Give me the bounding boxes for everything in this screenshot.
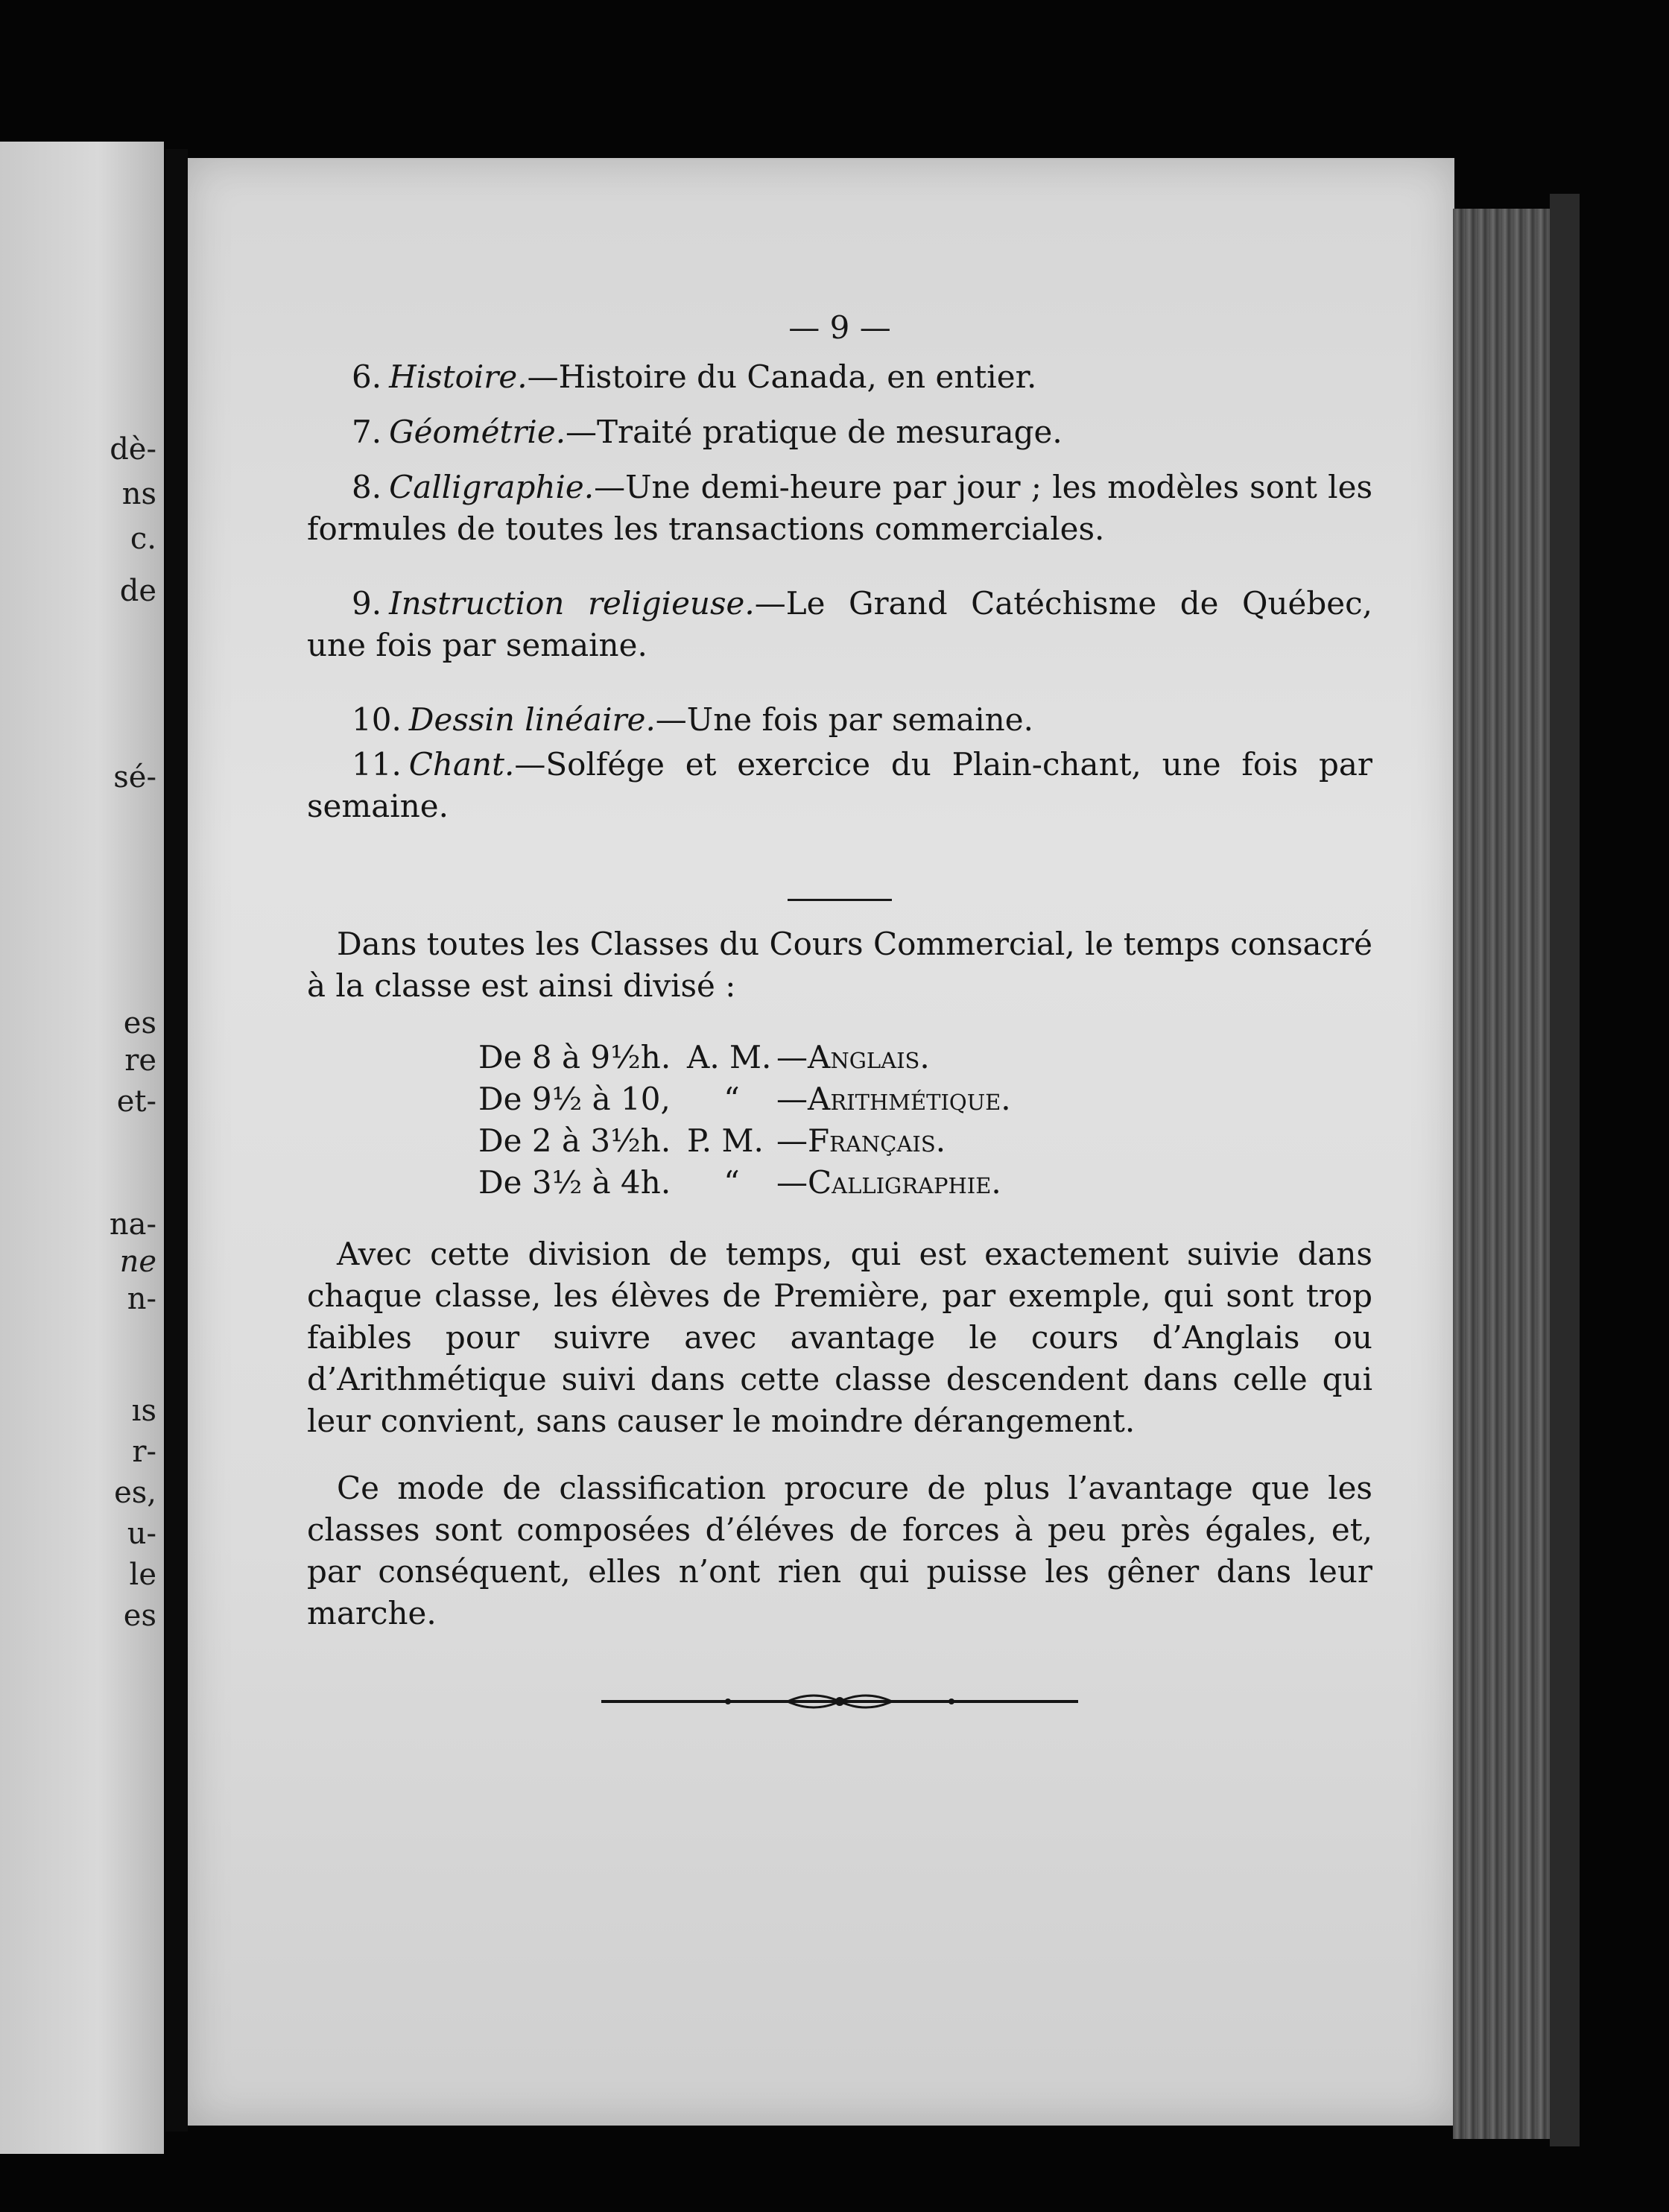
item-title: Histoire. (389, 358, 528, 395)
item-number: 9. (352, 585, 382, 622)
facing-page-fragment: ne (119, 1245, 156, 1279)
list-item (307, 744, 1372, 827)
list-item (307, 411, 1372, 453)
schedule-subject: —Anglais. (776, 1039, 930, 1075)
facing-page-fragment: dè- (110, 432, 156, 467)
item-text: —Histoire du Canada, en entier. (527, 358, 1037, 395)
intro-paragraph: Dans toutes les Classes du Cours Commercial, le temps consacré à la classe est ainsi divisé : (307, 926, 1372, 1004)
item-title: Chant. (408, 746, 515, 783)
item-number: 6. (352, 358, 382, 395)
item-title: Calligraphie. (389, 469, 595, 505)
schedule-subject: —Arithmétique. (776, 1081, 1011, 1117)
item-number: 8. (352, 469, 382, 505)
facing-page-fragment: es (123, 1599, 156, 1633)
facing-page-fragment: ıs (131, 1394, 156, 1428)
facing-page-fragment: re (124, 1043, 156, 1078)
facing-page-fragment: na- (109, 1207, 156, 1242)
schedule-row (478, 1120, 1372, 1162)
item-number: 7. (352, 414, 382, 450)
schedule-subject: —Français. (776, 1122, 946, 1159)
item-title: Dessin linéaire. (408, 701, 656, 738)
schedule-row (478, 1037, 1372, 1078)
schedule-period: P. M. (687, 1122, 764, 1159)
facing-page-fragment: de (119, 574, 156, 608)
list-item (307, 356, 1372, 398)
section-divider (788, 899, 892, 901)
schedule-period: “ (723, 1081, 740, 1117)
schedule-period: “ (723, 1164, 740, 1201)
facing-page-fragment: et- (116, 1084, 156, 1119)
facing-page-fragment: r- (132, 1435, 156, 1469)
list-item (307, 583, 1372, 666)
facing-page (0, 142, 164, 2154)
body-paragraph: Ce mode de classification procure de plus l’avantage que les classes sont composées d’éléves de forces à peu près égales, et, par conséquent, elles n’ont rien qui puisse les gêner dans leur marche. (307, 1470, 1372, 1631)
facing-page-fragment: sé- (113, 760, 156, 794)
facing-page-fragment: ns (121, 477, 156, 511)
book-page (188, 158, 1454, 2126)
item-title: Instruction religieuse. (389, 585, 755, 622)
book-edge (1453, 209, 1550, 2139)
schedule-subject: —Calligraphie. (776, 1164, 1001, 1201)
item-number: 11. (352, 746, 402, 783)
schedule-time: De 3½ à 4h. (478, 1164, 671, 1201)
item-text: —Le Grand Catéchisme de Québec, une fois par semaine. (307, 585, 1372, 663)
schedule-time: De 2 à 3½h. (478, 1122, 671, 1159)
item-number: 10. (352, 701, 402, 738)
book-gutter (165, 149, 188, 2132)
item-text: —Solfége et exercice du Plain-chant, une fois par semaine. (307, 746, 1372, 824)
schedule-period: A. M. (687, 1039, 772, 1075)
item-title: Géométrie. (389, 414, 566, 450)
item-text: —Traité pratique de mesurage. (566, 414, 1062, 450)
item-text: —Une fois par semaine. (655, 701, 1033, 738)
page-number: — 9 — (788, 309, 891, 346)
facing-page-fragment: es, (114, 1476, 156, 1510)
book-spine (1550, 194, 1580, 2146)
facing-page-fragment: n- (127, 1282, 156, 1316)
body-paragraph: Avec cette division de temps, qui est exactement suivie dans chaque classe, les élèves de Première, par exemple, qui sont trop faibles pour suivre avec avantage le cours d’Anglais ou d’Arithmétique suivi dans cette classe descendent dans celle qui leur convient, sans causer le moindre dérangement. (307, 1236, 1372, 1439)
item-text: —Une demi-heure par jour ; les modèles sont les formules de toutes les transactions commerciales. (307, 469, 1372, 547)
facing-page-fragment: es (123, 1006, 156, 1040)
list-item (307, 467, 1372, 550)
schedule-row (478, 1162, 1372, 1204)
schedule-time: De 9½ à 10, (478, 1081, 671, 1117)
facing-page-fragment: c. (130, 522, 156, 556)
list-item (307, 699, 1372, 741)
schedule-row (478, 1078, 1372, 1120)
page-text (307, 307, 1372, 1716)
schedule-time: De 8 à 9½h. (478, 1039, 671, 1075)
ornament-divider-icon (601, 1687, 1078, 1716)
facing-page-fragment: le (129, 1558, 156, 1592)
facing-page-fragment: u- (127, 1517, 156, 1551)
schedule-table (478, 1037, 1372, 1204)
